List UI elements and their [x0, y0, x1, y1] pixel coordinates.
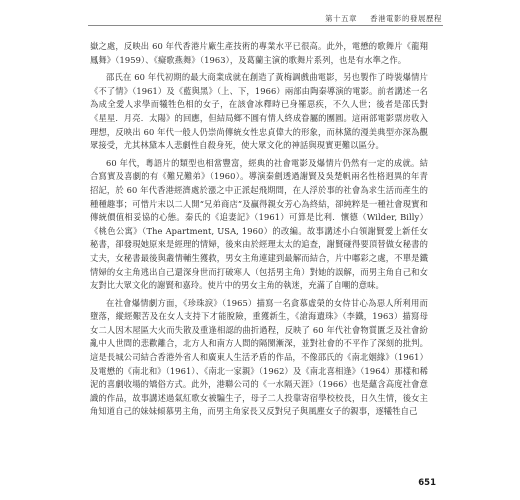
- paragraph: 嶽之處，反映出 60 年代香港片廠生產技術的專業水平已很高。此外，電懋的歌舞片《龍翔鳳舞》（1959）、《癡歌燕舞》（1963），及葛蘭主演的歌舞片系列，也是有水準之作。: [90, 41, 428, 65]
- header-rule: [88, 25, 443, 26]
- chapter-title: 香港電影的發展歷程: [370, 14, 442, 23]
- paragraph: 邵氏在 60 年代初期的最大商業成就在創造了黃梅調戲曲電影，另也製作了時裝爆情片《不了情》（1961）及《藍與黑》（上、下，1966）兩部由陶秦導演的電影。前者講述一名為成全愛人求學而犧牲色相的女子，在該會冰釋時已身罹惡疾，不久人世；後者是邵氏對《星星．月亮．太陽》的回應，但結局鄉不圓有情人終成眷屬的團圓。這兩部電影票房收入理想，反映出 60 年代一般人仍崇尚傳統女性忠貞偉大的形象，而林黛的漫美典型亦深為觀眾接受，尤其林黛本人悲劇性自殺身死，使大眾文化的神話與現實更難以區分。: [90, 72, 428, 151]
- body-text: [90, 40, 428, 423]
- paragraph: 60 年代，粵語片的類型也相當豐富，經典的社會電影及爆情片仍然有一定的成就。結合寫實及喜劇的有《難兄難弟》（1960）。導演秦劍透過謝賢及吳楚帆兩名性格迥異的年青招記，於 60 年代香港經濟處於漲之中正派起飛期間，在人浮於事的社會為求生活而產生的種種趣事；可惜片末以二人開“兄弟商店”及贏得親女芳心為終結，卻純粹是一種社會現實和傳統價值相妥協的心態。秦氏的《追妻記》（1961）可算是比利．懷德（Wilder, Billy）《桃色公寓》（The Apartment, USA, 1960）的改編。故事講述小白領謝賢愛上新任女秘書，卻發現她原來是經理的情婦，後來由於經理太太的追查，謝賢碰得要頂替做女秘書的丈夫，女秘書最後與叢情輔生獲救，男女主角連建到最解而結合，片中嘟彩之處，不單是鐵情婦的女主角逃出自己還深身世而打破寒人（包括男主角）對她的誤解，而男主角自己和女友對比大眾文化的謝賢和嘉玲。使片中的男女主角的執迷，充滿了自嘲的意味。: [90, 157, 428, 291]
- page-number: 651: [418, 478, 436, 488]
- running-header: [325, 13, 442, 24]
- paragraph: 在社會爆情劇方面，《珍珠淚》（1965）描寫一名貪慕虛榮的女侍甘心為惡人所利用而墮落，縱經艱苦及在女人支持下才能脫險，重獲新生，《滄海遺珠》（李鐵，1963）描寫母女二人因木屋區大火而失散及重逢相認的曲折過程，反映了 60 年代社會物質匱乏及社會紛亂中人世間的悲歡離合，北方人和南方人間的隔閡漸深，並對社會的不平作了深刻的批判。這是長城公司結合香港外省人和廣東人生活矛盾的作品，不像邵氏的《南北姻緣》（1961）及電懋的《南北和》（1961）、《南北一家親》（1962）及《南北喜相逢》（1964）那樣和稀泥的喜劇收場的矯俗方式。此外，港聯公司的《一水隔天涯》（1966）也是蘊含高度社會意識的作品，故事講述過氣紅歌女被騙生子，母子二人投靠寄宿學校校長，日久生情，後女主角知道自己的妹妹傾慕男主角，而男主角家長又反對兒子與風塵女子的親事，逐犧牲自己: [90, 297, 428, 417]
- chapter-label: 第十五章: [325, 14, 358, 23]
